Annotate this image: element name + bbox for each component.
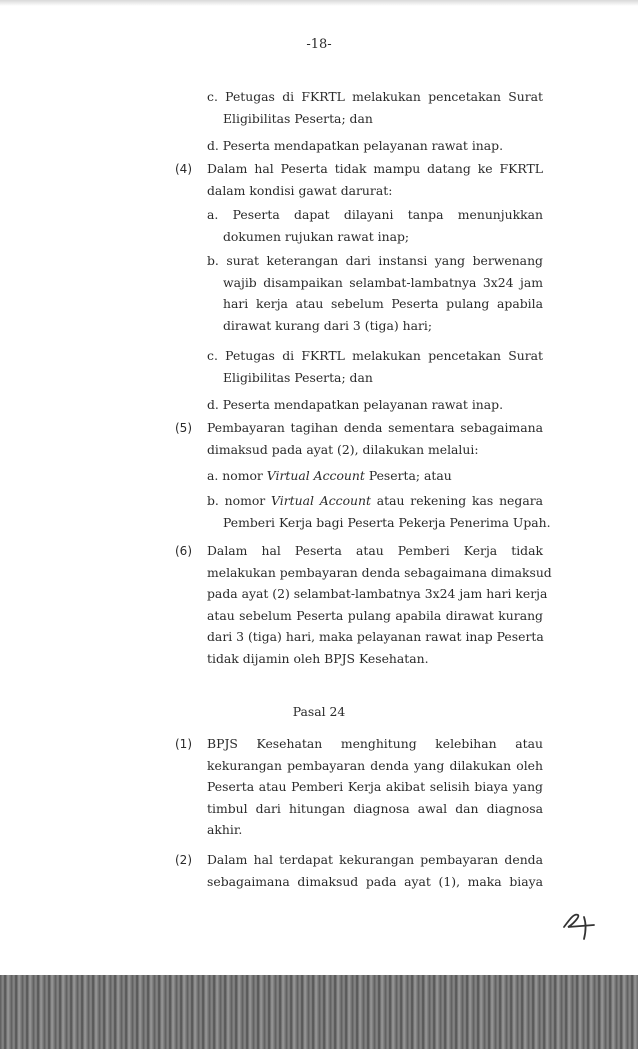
text-line: Dalam hal terdapat kekurangan pembayaran denda [207,852,543,867]
scan-bottom-band [0,975,638,1049]
paraf-signature-mark [560,905,600,941]
text-line: wajib disampaikan selambat-lambatnya 3x24 jam [223,274,543,290]
text-line: Peserta atau Pemberi Kerja akibat selisih biaya yang [207,779,543,794]
continuation-item-c [207,86,543,129]
text-line: tidak dijamin oleh BPJS Kesehatan. [207,650,429,666]
italic-term: Virtual Account [271,493,371,508]
text-line: d. Peserta mendapatkan pelayanan rawat inap. [207,138,504,153]
item-number: (1) [175,737,192,751]
item-5-intro [207,417,543,460]
text-line: pada ayat (2) selambat-lambatnya 3x24 jam hari kerja [207,586,548,601]
continuation-item-d [207,135,543,157]
item-4-c [207,345,543,388]
text-line: melakukan pembayaran denda sebagaimana dimaksud [207,564,552,580]
text-line [207,490,543,512]
text-line: Pemberi Kerja bagi Peserta Pekerja Penerima Upah. [223,514,551,530]
item-6 [207,540,552,669]
text-line: c. Petugas di FKRTL melakukan pencetakan Surat [207,89,543,104]
text-span: atau rekening kas negara [370,493,544,508]
item-4-intro [207,158,543,201]
text-line [207,465,543,487]
text-line: Eligibilitas Peserta; dan [223,369,373,385]
pasal-24-item-1 [207,733,543,841]
text-line: hari kerja atau sebelum Peserta pulang apabila [223,296,543,311]
text-line: BPJS Kesehatan menghitung kelebihan atau [207,736,543,751]
text-line: Dalam hal Peserta atau Pemberi Kerja tidak [207,543,543,558]
text-line: dari 3 (tiga) hari, maka pelayanan rawat inap Peserta [207,629,544,644]
text-line: b. surat keterangan dari instansi yang berwenang [207,253,543,268]
text-line: d. Peserta mendapatkan pelayanan rawat inap. [207,397,504,412]
item-4-a [207,204,543,247]
text-line: dimaksud pada ayat (2), dilakukan melalui: [207,441,479,457]
text-line: sebagaimana dimaksud pada ayat (1), maka biaya [207,873,543,889]
item-number: (5) [175,421,192,435]
pasal-heading: Pasal 24 [292,704,346,719]
pasal-24-item-2 [207,849,543,892]
text-span: b. nomor [207,493,272,508]
text-line: atau sebelum Peserta pulang apabila dirawat kurang [207,607,543,623]
text-line: Eligibilitas Peserta; dan [223,110,373,126]
text-span: Peserta; atau [364,468,452,483]
text-line: dalam kondisi gawat darurat: [207,182,393,198]
text-line: c. Petugas di FKRTL melakukan pencetakan Surat [207,348,543,363]
item-number: (2) [175,853,192,867]
italic-term: Virtual Account [266,468,365,483]
text-line: kekurangan pembayaran denda yang dilakukan oleh [207,757,543,773]
text-line: Pembayaran tagihan denda sementara sebagaimana [207,420,543,435]
text-line: dokumen rujukan rawat inap; [223,228,410,244]
page-number: -18- [306,37,332,52]
scan-top-shadow [0,0,638,6]
text-line: akhir. [207,822,243,837]
text-line: timbul dari hitungan diagnosa awal dan diagnosa [207,800,543,816]
item-5-a [207,465,543,487]
text-line: Dalam hal Peserta tidak mampu datang ke FKRTL [207,161,543,176]
text-line: dirawat kurang dari 3 (tiga) hari; [223,317,433,333]
item-4-b [207,250,543,336]
item-number: (6) [175,544,192,558]
text-line: a. Peserta dapat dilayani tanpa menunjukkan [207,207,543,222]
item-4-d [207,394,543,416]
text-span: a. nomor [207,468,267,483]
item-5-b [207,490,551,533]
item-number: (4) [175,162,192,176]
